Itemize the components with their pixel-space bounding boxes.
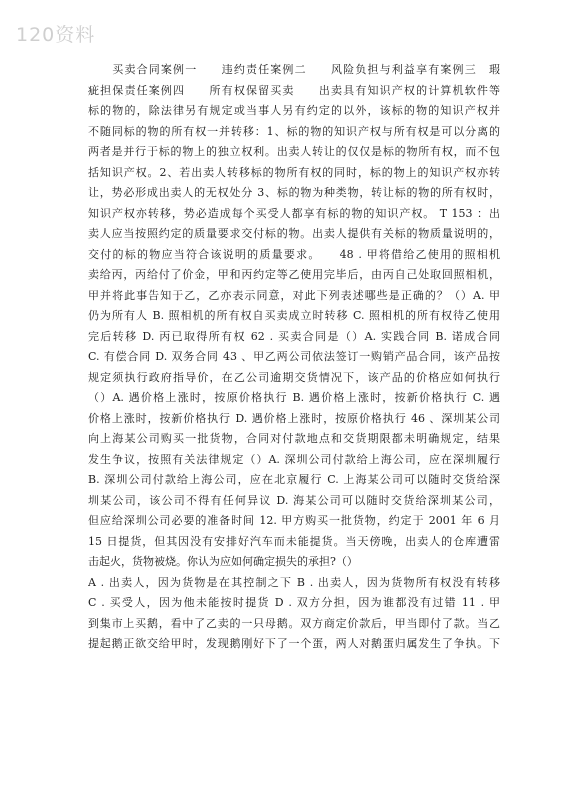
text-line: 括知识产权。2、若出卖人转移标的物所有权的同时，标的物上的知识产权亦转 (88, 165, 500, 179)
text-line: 买卖合同案例一 违约责任案例二 风险负担与利益享有案例三 瑕 (88, 63, 500, 76)
text-line: 甲并将此事告知于乙，乙亦表示同意，对此下列表述哪些是正确的？（）A. 甲 (88, 288, 500, 302)
text-line: 两者是并行于标的物上的独立权利。出卖人转让的仅仅是标的物所有权，而不包 (88, 145, 500, 158)
text-line: 但应给深圳公司必要的准备时间 12. 甲方购买一批货物，约定于 2001 年 6 月 (88, 514, 500, 527)
text-line: 不随同标的物的所有权一并转移：1、标的物的知识产权与所有权是可以分离的 (88, 124, 500, 138)
text-line: 规定须执行政府指导价，在乙公司逾期交货情况下，该产品的价格应如何执行 (88, 370, 500, 384)
text-line: 价格上涨时，按新价格执行 D. 遇价格上涨时，按原价格执行 46 、深圳某公司 (88, 411, 500, 425)
text-line: A . 出卖人，因为货物是在其控制之下 B . 出卖人，因为货物所有权没有转移 (88, 575, 500, 589)
text-line: 知识产权亦转移，势必造成每个买受人都享有标的物的知识产权。 T 153 ：出 (88, 206, 500, 220)
text-line: 击起火，货物被烧。你认为应如何确定损失的承担?（） (88, 555, 358, 568)
text-line: 卖人应当按照约定的质量要求交付标的物。出卖人提供有关标的物质量说明的， (88, 227, 500, 240)
text-line: B. 深圳公司付款给上海公司，应在北京履行 C. 上海某公司可以随时交货给深 (88, 473, 500, 486)
text-line: 让，势必形成出卖人的无权处分 3、标的物为种类物，转让标的物的所有权时， (88, 186, 500, 199)
text-line: 仍为所有人 B. 照相机的所有权自买卖成立时转移 C. 照相机的所有权待乙使用 (88, 309, 500, 322)
text-line: 提起鹅正欲交给甲时，发现鹅刚好下了一个蛋，两人对鹅蛋归属发生了争执。下 (88, 637, 500, 650)
text-line: 疵担保责任案例四 所有权保留买卖 出卖具有知识产权的计算机软件等 (88, 83, 500, 97)
text-line: 圳某公司，该公司不得有任何异议 D. 海某公司可以随时交货给深圳某公司， (88, 493, 500, 507)
text-line: 卖给丙，丙给付了价金，甲和丙约定等乙使用完毕后，由丙自己处取回照相机， (88, 268, 500, 281)
text-line: C. 有偿合同 D. 双务合同 43 、甲乙两公司依法签订一购销产品合同，该产品按 (88, 350, 500, 363)
text-line: C . 买受人，因为他未能按时提货 D . 双方分担，因为谁都没有过错 11 . 甲 (88, 596, 500, 609)
text-line: 标的物的，除法律另有规定或当事人另有约定的以外，该标的物的知识产权并 (88, 104, 500, 117)
text-line: 到集市上买鹅，看中了乙卖的一只母鹅。双方商定价款后，甲当即付了款。当乙 (88, 616, 500, 630)
text-line: 发生争议，按照有关法律规定（）A. 深圳公司付款给上海公司，应在深圳履行 (88, 452, 500, 466)
text-line: 交付的标的物应当符合该说明的质量要求。 48 . 甲将借给乙使用的照相机 (88, 247, 500, 261)
text-line: 向上海某公司购买一批货物，合同对付款地点和交货期限都未明确规定，结果 (88, 432, 500, 445)
text-line: （）A. 遇价格上涨时，按原价格执行 B. 遇价格上涨时，按新价格执行 C. 遇 (88, 391, 500, 404)
text-line: 15 日提货，但其因没有安排好汽车而未能提货。当天傍晚，出卖人的仓库遭雷 (88, 534, 500, 548)
watermark-logo: 120资料 (16, 24, 96, 46)
document-body (88, 60, 500, 655)
text-line: 完后转移 D. 丙已取得所有权 62 . 买卖合同是（）A. 实践合同 B. 诺成合同 (88, 329, 500, 343)
